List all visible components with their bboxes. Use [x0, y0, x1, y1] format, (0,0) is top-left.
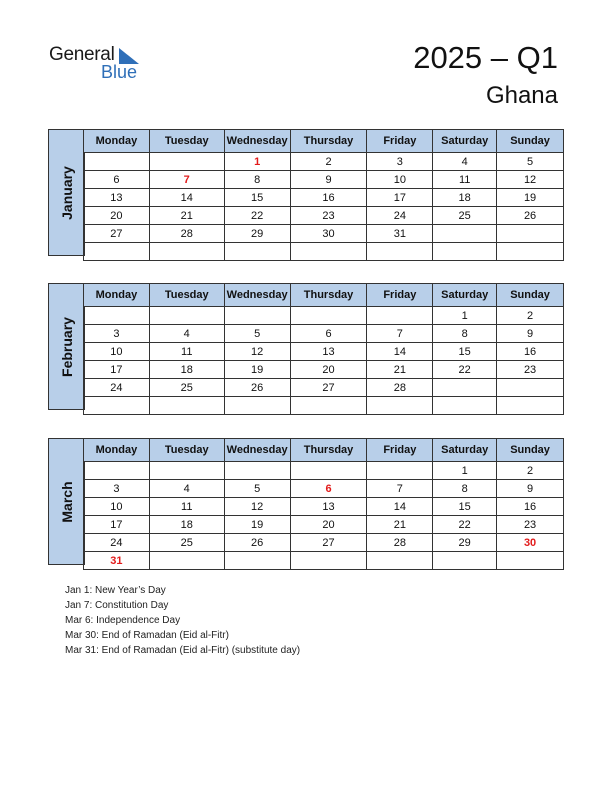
day-cell [84, 397, 150, 415]
day-cell: 16 [497, 343, 564, 361]
weekday-header: Tuesday [149, 130, 224, 153]
day-cell: 28 [149, 225, 224, 243]
day-cell: 13 [84, 189, 150, 207]
day-cell: 12 [224, 343, 290, 361]
day-cell: 17 [367, 189, 433, 207]
day-cell: 14 [367, 343, 433, 361]
day-cell: 2 [497, 307, 564, 325]
day-cell [367, 307, 433, 325]
day-cell: 11 [149, 498, 224, 516]
day-cell [149, 153, 224, 171]
day-cell [497, 552, 564, 570]
day-cell: 14 [367, 498, 433, 516]
day-cell [290, 243, 367, 261]
day-cell [149, 397, 224, 415]
week-row [84, 225, 564, 243]
week-row [84, 397, 564, 415]
month-block-february [48, 283, 564, 410]
day-cell: 25 [433, 207, 497, 225]
month-calendar-table [83, 438, 564, 570]
day-cell [84, 153, 150, 171]
day-cell: 6 [84, 171, 150, 189]
week-row [84, 207, 564, 225]
weekday-header: Thursday [290, 439, 367, 462]
day-cell: 23 [497, 516, 564, 534]
day-cell: 16 [290, 189, 367, 207]
day-cell: 10 [367, 171, 433, 189]
month-block-march [48, 438, 564, 565]
month-calendar-table [83, 129, 564, 261]
day-cell: 14 [149, 189, 224, 207]
holiday-list-item: Mar 31: End of Ramadan (Eid al-Fitr) (substitute day) [65, 645, 301, 656]
weekday-header: Thursday [290, 284, 367, 307]
month-label-box [48, 129, 85, 256]
week-row [84, 379, 564, 397]
day-cell: 3 [84, 325, 150, 343]
week-row [84, 462, 564, 480]
weekday-header: Friday [367, 130, 433, 153]
day-cell [433, 397, 497, 415]
day-cell [367, 397, 433, 415]
day-cell: 6 [290, 325, 367, 343]
day-cell: 24 [84, 379, 150, 397]
day-cell [497, 379, 564, 397]
day-cell: 9 [497, 480, 564, 498]
country-name: Ghana [485, 82, 558, 109]
weekday-header: Wednesday [224, 439, 290, 462]
month-label: March [58, 480, 75, 523]
logo [49, 44, 149, 84]
week-row [84, 325, 564, 343]
weekday-header: Monday [84, 284, 150, 307]
week-row [84, 343, 564, 361]
day-cell: 12 [497, 171, 564, 189]
day-cell: 7 [149, 171, 224, 189]
weekday-header-row [84, 130, 564, 153]
day-cell: 1 [433, 462, 497, 480]
day-cell [84, 307, 150, 325]
day-cell: 25 [149, 534, 224, 552]
day-cell: 4 [433, 153, 497, 171]
day-cell [367, 552, 433, 570]
weekday-header-row [84, 439, 564, 462]
day-cell: 19 [224, 361, 290, 379]
weekday-header: Monday [84, 130, 150, 153]
day-cell [433, 379, 497, 397]
day-cell: 10 [84, 343, 150, 361]
day-cell: 1 [224, 153, 290, 171]
day-cell: 1 [433, 307, 497, 325]
day-cell: 21 [149, 207, 224, 225]
day-cell: 18 [149, 516, 224, 534]
day-cell: 2 [290, 153, 367, 171]
day-cell: 18 [433, 189, 497, 207]
weekday-header: Sunday [497, 284, 564, 307]
day-cell [84, 462, 150, 480]
day-cell: 27 [290, 534, 367, 552]
month-block-january [48, 129, 564, 256]
day-cell [149, 552, 224, 570]
day-cell: 30 [290, 225, 367, 243]
day-cell [149, 462, 224, 480]
day-cell [367, 243, 433, 261]
day-cell: 5 [497, 153, 564, 171]
holiday-list-item: Jan 7: Constitution Day [65, 600, 169, 611]
day-cell: 26 [224, 379, 290, 397]
day-cell [290, 462, 367, 480]
day-cell: 8 [433, 325, 497, 343]
day-cell: 13 [290, 498, 367, 516]
day-cell: 20 [290, 516, 367, 534]
week-row [84, 480, 564, 498]
day-cell [224, 307, 290, 325]
weekday-header: Tuesday [149, 439, 224, 462]
day-cell: 9 [497, 325, 564, 343]
holiday-list-item: Mar 6: Independence Day [65, 615, 181, 626]
weekday-header: Wednesday [224, 130, 290, 153]
day-cell: 25 [149, 379, 224, 397]
day-cell: 3 [367, 153, 433, 171]
month-calendar-table [83, 283, 564, 415]
day-cell: 22 [224, 207, 290, 225]
month-label-box [48, 283, 85, 410]
day-cell: 15 [433, 343, 497, 361]
day-cell: 17 [84, 516, 150, 534]
day-cell [149, 243, 224, 261]
day-cell [290, 307, 367, 325]
day-cell [84, 243, 150, 261]
day-cell: 20 [290, 361, 367, 379]
day-cell: 27 [290, 379, 367, 397]
day-cell: 24 [84, 534, 150, 552]
day-cell: 19 [497, 189, 564, 207]
day-cell: 29 [433, 534, 497, 552]
day-cell [433, 243, 497, 261]
week-row [84, 171, 564, 189]
day-cell: 19 [224, 516, 290, 534]
day-cell [149, 307, 224, 325]
day-cell: 9 [290, 171, 367, 189]
week-row [84, 307, 564, 325]
day-cell: 31 [84, 552, 150, 570]
day-cell: 26 [497, 207, 564, 225]
week-row [84, 361, 564, 379]
day-cell: 7 [367, 480, 433, 498]
day-cell: 11 [149, 343, 224, 361]
weekday-header: Saturday [433, 284, 497, 307]
holiday-list-item: Mar 30: End of Ramadan (Eid al-Fitr) [65, 630, 229, 641]
page-title: 2025 – Q1 [413, 40, 558, 75]
day-cell: 4 [149, 480, 224, 498]
day-cell: 21 [367, 361, 433, 379]
day-cell [497, 225, 564, 243]
day-cell: 22 [433, 516, 497, 534]
day-cell: 23 [497, 361, 564, 379]
day-cell [224, 243, 290, 261]
day-cell: 23 [290, 207, 367, 225]
day-cell: 28 [367, 379, 433, 397]
day-cell: 6 [290, 480, 367, 498]
day-cell: 7 [367, 325, 433, 343]
weekday-header: Friday [367, 439, 433, 462]
week-row [84, 498, 564, 516]
day-cell: 4 [149, 325, 224, 343]
day-cell [497, 243, 564, 261]
day-cell [224, 397, 290, 415]
day-cell [433, 552, 497, 570]
day-cell: 31 [367, 225, 433, 243]
week-row [84, 516, 564, 534]
day-cell: 18 [149, 361, 224, 379]
day-cell: 27 [84, 225, 150, 243]
month-label-box [48, 438, 85, 565]
weekday-header: Friday [367, 284, 433, 307]
day-cell: 11 [433, 171, 497, 189]
weekday-header: Wednesday [224, 284, 290, 307]
week-row [84, 243, 564, 261]
day-cell: 24 [367, 207, 433, 225]
weekday-header: Saturday [433, 130, 497, 153]
day-cell: 30 [497, 534, 564, 552]
month-label: February [58, 316, 75, 377]
day-cell: 2 [497, 462, 564, 480]
day-cell: 5 [224, 325, 290, 343]
day-cell: 15 [224, 189, 290, 207]
logo-word-general: General [49, 44, 115, 65]
weekday-header: Tuesday [149, 284, 224, 307]
weekday-header: Saturday [433, 439, 497, 462]
weekday-header: Sunday [497, 439, 564, 462]
day-cell: 17 [84, 361, 150, 379]
day-cell [224, 462, 290, 480]
day-cell: 22 [433, 361, 497, 379]
week-row [84, 534, 564, 552]
day-cell: 21 [367, 516, 433, 534]
day-cell: 16 [497, 498, 564, 516]
day-cell [497, 397, 564, 415]
logo-word-blue: Blue [101, 62, 138, 82]
holiday-list [65, 583, 300, 658]
day-cell: 20 [84, 207, 150, 225]
weekday-header: Monday [84, 439, 150, 462]
month-label: January [58, 165, 75, 220]
day-cell [367, 462, 433, 480]
week-row [84, 189, 564, 207]
week-row [84, 153, 564, 171]
day-cell: 26 [224, 534, 290, 552]
day-cell: 12 [224, 498, 290, 516]
day-cell: 10 [84, 498, 150, 516]
day-cell: 8 [224, 171, 290, 189]
day-cell [290, 397, 367, 415]
day-cell [224, 552, 290, 570]
weekday-header: Thursday [290, 130, 367, 153]
day-cell: 28 [367, 534, 433, 552]
day-cell [433, 225, 497, 243]
day-cell: 15 [433, 498, 497, 516]
day-cell [290, 552, 367, 570]
week-row [84, 552, 564, 570]
day-cell: 8 [433, 480, 497, 498]
weekday-header-row [84, 284, 564, 307]
day-cell: 5 [224, 480, 290, 498]
day-cell: 13 [290, 343, 367, 361]
day-cell: 29 [224, 225, 290, 243]
day-cell: 3 [84, 480, 150, 498]
holiday-list-item: Jan 1: New Year’s Day [65, 585, 166, 596]
weekday-header: Sunday [497, 130, 564, 153]
